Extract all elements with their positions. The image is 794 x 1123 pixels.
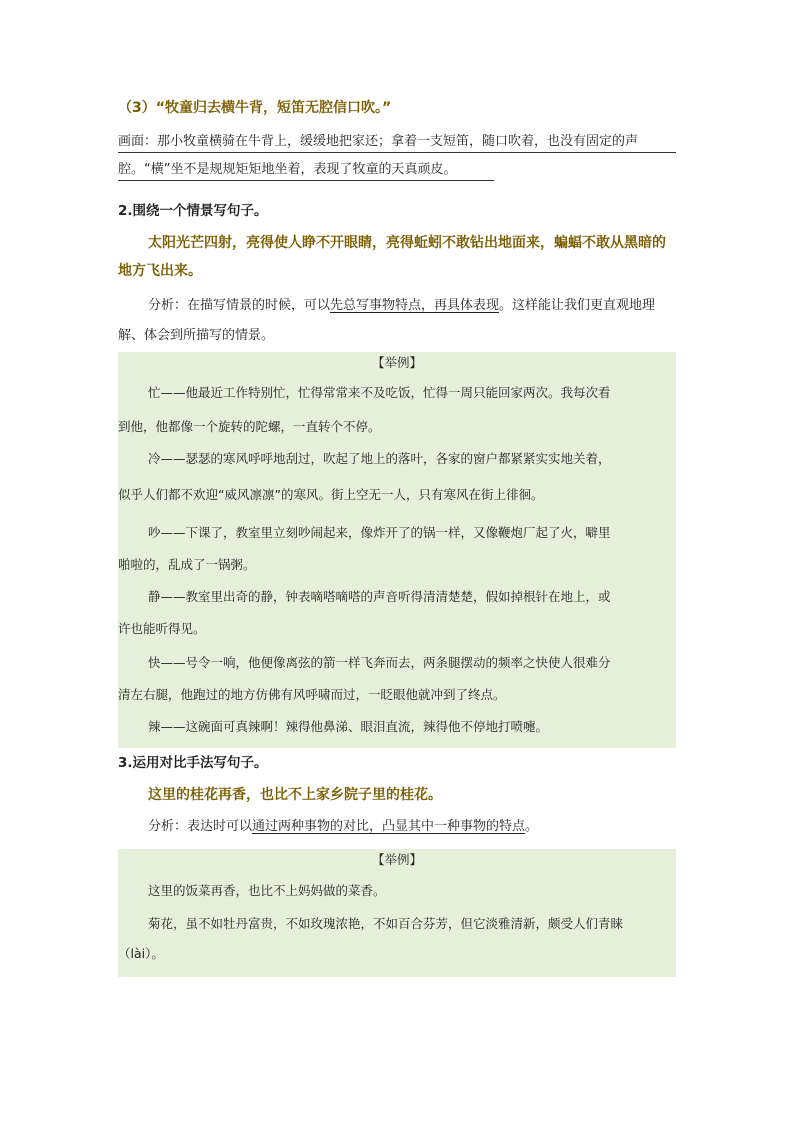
poem-explanation-text-1: 画面：那小牧童横骑在牛背上，缓缓地把家还；拿着一支短笛，随口吹着，也没有固定的声 — [118, 134, 639, 149]
section-3-heading: 3.运用对比手法写句子。 — [118, 755, 268, 771]
analysis-prefix: 分析：在描写情景的时候，可以 — [148, 298, 331, 313]
example-line: 忙——他最近工作特别忙，忙得常常来不及吃饭，忙得一周只能回家两次。我每次看 — [148, 385, 611, 400]
section-2-analysis-line-1 — [148, 297, 655, 315]
example-line: 冷——瑟瑟的寒风呼呼地刮过，吹起了地上的落叶，各家的窗户都紧紧实实地关着， — [148, 451, 611, 466]
section-3-analysis — [148, 818, 538, 836]
analysis-suffix: 。 — [525, 819, 539, 834]
section-2-example-line-2: 地方飞出来。 — [118, 263, 202, 279]
example-line: 许也能听得见。 — [118, 621, 206, 636]
analysis-suffix: 。这样能让我们更直观地理 — [499, 298, 656, 313]
poem-explanation-line-1 — [118, 133, 676, 153]
example-line: 到他，他都像一个旋转的陀螺，一直转个不停。 — [118, 419, 381, 434]
poem-quote: （3）“牧童归去横牛背，短笛无腔信口吹。” — [118, 100, 392, 116]
example-line: 快——号令一响，他便像离弦的箭一样飞奔而去，两条腿摆动的频率之快使人很难分 — [148, 655, 611, 670]
poem-explanation-text-2: 腔。“横”坐不是规规矩矩地坐着，表现了牧童的天真顽皮。 — [118, 162, 457, 177]
example-box-2 — [118, 849, 676, 977]
example-line: 啪啦的，乱成了一锅粥。 — [118, 557, 256, 572]
example-line: 似乎人们都不欢迎“威风凛凛”的寒风。街上空无一人，只有寒风在街上徘徊。 — [118, 487, 544, 502]
section-3-example: 这里的桂花再香，也比不上家乡院子里的桂花。 — [148, 787, 442, 803]
analysis-prefix: 分析：表达时可以 — [148, 819, 253, 834]
example-line: 吵——下课了，教室里立刻吵闹起来，像炸开了的锅一样，又像鞭炮厂起了火，噼里 — [148, 525, 611, 540]
example-line: （lài）。 — [118, 946, 164, 961]
example-line: 静——教室里出奇的静，钟表嘀嗒嘀嗒的声音听得清清楚楚，假如掉根针在地上，或 — [148, 589, 611, 604]
example-line: 辣——这碗面可真辣啊！辣得他鼻涕、眼泪直流，辣得他不停地打喷嚏。 — [148, 719, 549, 734]
example-line: 清左右腿，他跑过的地方仿佛有风呼啸而过，一眨眼他就冲到了终点。 — [118, 687, 506, 702]
example-line: 这里的饭菜再香，也比不上妈妈做的菜香。 — [148, 883, 386, 898]
poem-explanation-line-2 — [118, 161, 494, 181]
analysis-underlined: 先总写事物特点，再具体表现 — [330, 298, 500, 313]
section-2-example-line-1: 太阳光芒四射，亮得使人睁不开眼睛，亮得蚯蚓不敢钻出地面来，蝙蝠不敢从黑暗的 — [148, 235, 666, 251]
section-2-heading: 2.围绕一个情景写句子。 — [118, 203, 268, 219]
example-box-1 — [118, 352, 676, 748]
example-line: 菊花，虽不如牡丹富贵，不如玫瑰浓艳，不如百合芬芳，但它淡雅清新，颇受人们青睐 — [148, 916, 624, 931]
example-box-title: 【举例】 — [371, 355, 422, 370]
example-box-title: 【举例】 — [371, 852, 422, 867]
analysis-underlined: 通过两种事物的对比，凸显其中一种事物的特点 — [252, 819, 526, 834]
section-2-analysis-line-2: 解、体会到所描写的情景。 — [118, 328, 275, 343]
